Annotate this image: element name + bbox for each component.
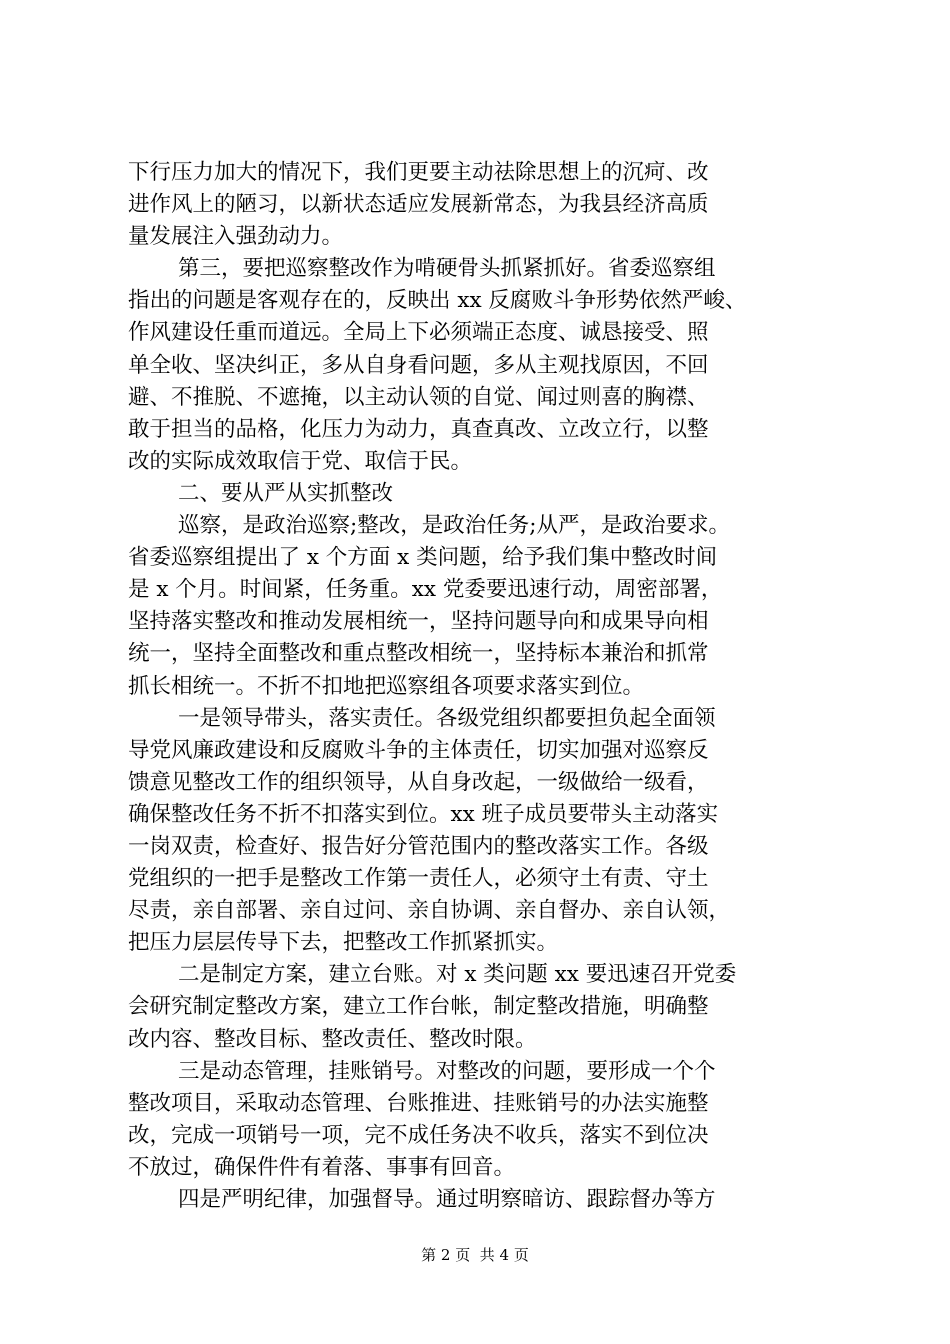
text-line: 第三，要把巡察整改作为啃硬骨头抓紧抓好。省委巡察组 [178,256,716,282]
text-line: 指出的问题是客观存在的，反映出 xx 反腐败斗争形势依然严峻、 [128,288,747,314]
text-line: 整改项目，采取动态管理、台账推进、挂账销号的办法实施整 [128,1090,709,1116]
text-line: 单全收、坚决纠正，多从自身看问题，多从主观找原因，不回 [128,352,709,378]
text-line: 改的实际成效取信于党、取信于民。 [128,448,473,474]
text-line: 作风建设任重而道远。全局上下必须端正态度、诚恳接受、照 [128,320,709,346]
text-line: 一岗双责，检查好、报告好分管范围内的整改落实工作。各级 [128,833,709,859]
text-line: 确保整改任务不折不扣落实到位。xx 班子成员要带头主动落实 [128,801,719,827]
text-line: 二是制定方案，建立台账。对 x 类问题 xx 要迅速召开党委 [178,962,737,988]
text-line: 统一，坚持全面整改和重点整改相统一，坚持标本兼治和抓常 [128,641,709,667]
text-line: 改内容、整改目标、整改责任、整改时限。 [128,1026,537,1052]
text-line: 二、要从严从实抓整改 [178,480,394,506]
text-line: 尽责，亲自部署、亲自过问、亲自协调、亲自督办、亲自认领， [128,898,731,924]
text-line: 进作风上的陋习，以新状态适应发展新常态，为我县经济高质 [128,192,709,218]
text-line: 是 x 个月。时间紧，任务重。xx 党委要迅速行动，周密部署， [128,577,723,603]
text-line: 省委巡察组提出了 x 个方面 x 类问题，给予我们集中整改时间 [128,545,718,571]
text-line: 抓长相统一。不折不扣地把巡察组各项要求落实到位。 [128,673,645,699]
document-body [128,157,828,1216]
text-line: 馈意见整改工作的组织领导，从自身改起，一级做给一级看， [128,769,709,795]
text-line: 导党风廉政建设和反腐败斗争的主体责任，切实加强对巡察反 [128,737,709,763]
text-line: 把压力层层传导下去，把整改工作抓紧抓实。 [128,930,559,956]
text-line: 敢于担当的品格，化压力为动力，真查真改、立改立行，以整 [128,416,709,442]
text-line: 四是严明纪律，加强督导。通过明察暗访、跟踪督办等方 [178,1187,716,1212]
text-line: 坚持落实整改和推动发展相统一，坚持问题导向和成果导向相 [128,609,709,635]
text-line: 量发展注入强劲动力。 [128,224,344,250]
text-line: 不放过，确保件件有着落、事事有回音。 [128,1154,516,1180]
text-line: 党组织的一把手是整改工作第一责任人，必须守土有责、守土 [128,866,709,892]
text-line: 避、不推脱、不遮掩，以主动认领的自觉、闻过则喜的胸襟、 [128,384,709,410]
text-line: 下行压力加大的情况下，我们更要主动祛除思想上的沉疴、改 [128,160,709,185]
text-line: 三是动态管理，挂账销号。对整改的问题，要形成一个个 [178,1058,716,1084]
page-footer: 第 2 页 共 4 页 [421,1246,529,1264]
text-line: 一是领导带头，落实责任。各级党组织都要担负起全面领 [178,705,716,731]
text-line: 改，完成一项销号一项，完不成任务决不收兵，落实不到位决 [128,1122,709,1148]
text-line: 巡察，是政治巡察;整改，是政治任务;从严，是政治要求。 [178,513,730,539]
text-line: 会研究制定整改方案，建立工作台帐，制定整改措施，明确整 [128,994,709,1020]
